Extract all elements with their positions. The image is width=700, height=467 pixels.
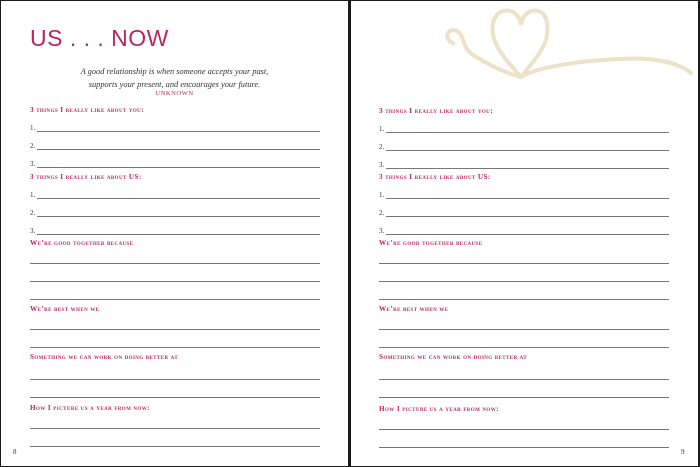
right-page (351, 1, 698, 466)
answer-line[interactable] (30, 379, 320, 380)
answer-line[interactable] (30, 397, 320, 398)
item-number: 3. (379, 227, 385, 235)
prompt-good-together: We’re good together because (379, 239, 483, 247)
answer-line[interactable] (379, 281, 669, 282)
answer-line[interactable] (30, 263, 320, 264)
quote-line-1: A good relationship is when someone accepts your past, (80, 67, 269, 76)
quote-line-2: supports your present, and encourages your future. (88, 80, 261, 89)
page-number: 8 (13, 448, 17, 456)
prompt-things-us: 3 things I really like about US: (30, 173, 142, 181)
answer-line[interactable] (30, 281, 320, 282)
item-number: 3. (379, 161, 385, 169)
answer-line[interactable] (379, 263, 669, 264)
answer-line[interactable] (30, 299, 320, 300)
prompt-year-from-now: How I picture us a year from now: (30, 404, 150, 412)
answer-line[interactable] (386, 198, 669, 199)
item-number: 1. (379, 191, 385, 199)
heart-flourish-icon (441, 3, 698, 83)
item-number: 2. (30, 209, 36, 217)
prompt-year-from-now: How I picture us a year from now: (379, 405, 499, 413)
answer-line[interactable] (37, 149, 320, 150)
answer-line[interactable] (386, 132, 669, 133)
answer-line[interactable] (379, 347, 669, 348)
answer-line[interactable] (379, 379, 669, 380)
answer-line[interactable] (37, 131, 320, 132)
prompt-things-you: 3 things I really like about you: (30, 106, 144, 114)
page-number: 9 (681, 448, 685, 456)
prompt-good-together: We’re good together because (30, 239, 134, 247)
answer-line[interactable] (37, 167, 320, 168)
answer-line[interactable] (30, 446, 320, 447)
prompt-work-on: Something we can work on doing better at (379, 353, 528, 361)
answer-line[interactable] (30, 329, 320, 330)
answer-line[interactable] (37, 234, 320, 235)
item-number: 1. (30, 124, 36, 132)
quote-attribution: UNKNOWN (155, 90, 194, 97)
prompt-things-you: 3 things I really like about you: (379, 107, 493, 115)
answer-line[interactable] (37, 216, 320, 217)
prompt-things-us: 3 things I really like about US: (379, 173, 491, 181)
answer-line[interactable] (379, 447, 669, 448)
answer-line[interactable] (379, 329, 669, 330)
answer-line[interactable] (386, 168, 669, 169)
answer-line[interactable] (379, 429, 669, 430)
prompt-work-on: Something we can work on doing better at (30, 353, 179, 361)
answer-line[interactable] (30, 347, 320, 348)
answer-line[interactable] (30, 428, 320, 429)
page-title: US . . . NOW (30, 25, 169, 51)
answer-line[interactable] (379, 299, 669, 300)
item-number: 1. (30, 191, 36, 199)
answer-line[interactable] (386, 234, 669, 235)
item-number: 1. (379, 125, 385, 133)
item-number: 2. (30, 142, 36, 150)
item-number: 3. (30, 160, 36, 168)
item-number: 3. (30, 227, 36, 235)
answer-line[interactable] (386, 150, 669, 151)
prompt-best-when: We’re best when we (30, 305, 100, 313)
quote (1, 65, 348, 91)
item-number: 2. (379, 143, 385, 151)
answer-line[interactable] (386, 216, 669, 217)
answer-line[interactable] (379, 397, 669, 398)
prompt-best-when: We’re best when we (379, 305, 449, 313)
answer-line[interactable] (37, 198, 320, 199)
left-page (1, 1, 348, 466)
item-number: 2. (379, 209, 385, 217)
